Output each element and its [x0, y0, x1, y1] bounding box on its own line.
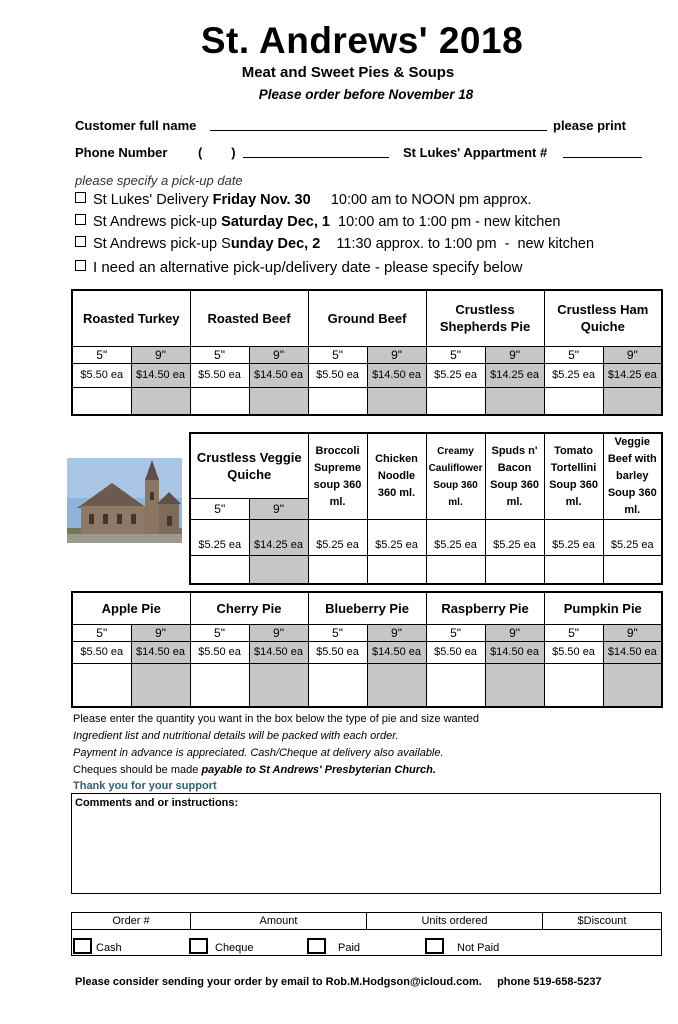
price: $5.50 ea	[544, 641, 603, 663]
quantity-input[interactable]	[544, 556, 603, 584]
price: $5.25 ea	[544, 363, 603, 387]
product-name: Veggie Beef with barley Soup 360 ml.	[603, 433, 662, 520]
quantity-input[interactable]	[485, 556, 544, 584]
page-title: St. Andrews' 2018	[200, 20, 524, 61]
customer-name-field[interactable]	[210, 130, 547, 131]
product-name: Ground Beef	[308, 290, 426, 346]
not-paid-checkbox[interactable]	[425, 938, 444, 954]
paid-label: Paid	[338, 942, 361, 954]
quantity-input[interactable]	[72, 387, 131, 415]
checkbox[interactable]	[75, 260, 86, 271]
price: $14.25 ea	[603, 363, 662, 387]
amount-field[interactable]: Amount	[191, 913, 367, 930]
price: $5.25 ea	[190, 520, 249, 556]
product-name: Cherry Pie	[190, 592, 308, 624]
price: $14.50 ea	[249, 363, 308, 387]
quantity-input[interactable]	[485, 663, 544, 707]
size-9: 9"	[249, 346, 308, 363]
size-9: 9"	[485, 346, 544, 363]
price: $5.50 ea	[190, 363, 249, 387]
quantity-input[interactable]	[603, 663, 662, 707]
quantity-input[interactable]	[249, 387, 308, 415]
office-use-table	[71, 912, 662, 956]
product-name: Crustless Shepherds Pie	[426, 290, 544, 346]
pickup-option-saturday[interactable]: St Andrews pick-up Saturday Dec, 1 10:00 am to 1:00 pm - new kitchen	[75, 214, 560, 230]
quiche-soups-table	[189, 432, 663, 585]
price: $14.50 ea	[131, 363, 190, 387]
payment-status-row	[72, 930, 662, 956]
thank-you-note: Thank you for your support	[73, 780, 217, 792]
price: $14.50 ea	[485, 641, 544, 663]
not-paid-label: Not Paid	[457, 942, 500, 954]
size-9: 9"	[131, 346, 190, 363]
quantity-input[interactable]	[249, 556, 308, 584]
price: $5.50 ea	[72, 363, 131, 387]
size-9: 9"	[131, 624, 190, 641]
size-5: 5"	[308, 624, 367, 641]
apartment-label: St Lukes' Appartment #	[403, 145, 548, 160]
price: $14.25 ea	[249, 520, 308, 556]
product-name: Roasted Turkey	[72, 290, 190, 346]
size-5: 5"	[190, 346, 249, 363]
pickup-option-friday[interactable]: St Lukes' Delivery Friday Nov. 30 10:00 am to NOON pm approx.	[75, 192, 532, 208]
quantity-input[interactable]	[544, 387, 603, 415]
price: $14.50 ea	[367, 641, 426, 663]
order-number-field[interactable]: Order #	[72, 913, 191, 930]
note-cheques: Cheques should be made payable to St Andrews' Presbyterian Church.	[73, 764, 436, 776]
quantity-input[interactable]	[367, 387, 426, 415]
product-name: Apple Pie	[72, 592, 190, 624]
checkbox[interactable]	[75, 192, 86, 203]
price: $14.50 ea	[367, 363, 426, 387]
quantity-input[interactable]	[426, 387, 485, 415]
size-5: 5"	[72, 346, 131, 363]
size-9: 9"	[367, 346, 426, 363]
meat-pies-table	[71, 289, 663, 416]
discount-field[interactable]: $Discount	[543, 913, 662, 930]
church-photo	[67, 458, 182, 543]
price: $5.50 ea	[308, 641, 367, 663]
product-name: Roasted Beef	[190, 290, 308, 346]
pickup-option-alternative[interactable]: I need an alternative pick-up/delivery date - please specify below	[75, 259, 522, 276]
size-5: 5"	[544, 624, 603, 641]
size-9: 9"	[603, 624, 662, 641]
quantity-input[interactable]	[367, 556, 426, 584]
please-print-label: please print	[553, 118, 626, 133]
units-ordered-field[interactable]: Units ordered	[367, 913, 543, 930]
quantity-input[interactable]	[190, 663, 249, 707]
size-9: 9"	[249, 624, 308, 641]
size-5: 5"	[426, 346, 485, 363]
pickup-option-sunday[interactable]: St Andrews pick-up Sunday Dec, 2 11:30 approx. to 1:00 pm - new kitchen	[75, 236, 594, 252]
size-5: 5"	[308, 346, 367, 363]
quantity-input[interactable]	[131, 387, 190, 415]
quantity-input[interactable]	[367, 663, 426, 707]
product-name: Crustless Ham Quiche	[544, 290, 662, 346]
product-name: Chicken Noodle 360 ml.	[367, 433, 426, 520]
phone-label: Phone Number	[75, 145, 168, 160]
price: $5.25 ea	[308, 520, 367, 556]
quantity-input[interactable]	[249, 663, 308, 707]
size-9: 9"	[603, 346, 662, 363]
checkbox[interactable]	[75, 236, 86, 247]
size-5: 5"	[190, 498, 249, 519]
quantity-input[interactable]	[131, 663, 190, 707]
quantity-input[interactable]	[308, 663, 367, 707]
price: $14.25 ea	[485, 363, 544, 387]
product-name: Tomato Tortellini Soup 360 ml.	[544, 433, 603, 520]
price: $5.25 ea	[485, 520, 544, 556]
price: $5.25 ea	[367, 520, 426, 556]
phone-field[interactable]	[243, 157, 389, 158]
size-9: 9"	[485, 624, 544, 641]
size-5: 5"	[190, 624, 249, 641]
product-name: Pumpkin Pie	[544, 592, 662, 624]
product-name: Broccoli Supreme soup 360 ml.	[308, 433, 367, 520]
product-name: Raspberry Pie	[426, 592, 544, 624]
quantity-input[interactable]	[190, 556, 249, 584]
phone-area-code: ( )	[198, 145, 236, 160]
note-ingredients: Ingredient list and nutritional details will be packed with each order.	[73, 730, 399, 742]
price: $5.25 ea	[426, 363, 485, 387]
note-quantity: Please enter the quantity you want in the box below the type of pie and size wanted	[73, 713, 480, 725]
price: $14.50 ea	[131, 641, 190, 663]
comments-box[interactable]	[71, 793, 661, 894]
checkbox[interactable]	[75, 214, 86, 225]
price: $5.50 ea	[308, 363, 367, 387]
size-5: 5"	[426, 624, 485, 641]
quantity-input[interactable]	[426, 663, 485, 707]
price: $5.50 ea	[426, 641, 485, 663]
note-payment: Payment in advance is appreciated. Cash/Cheque at delivery also available.	[73, 747, 444, 759]
cash-checkbox[interactable]	[73, 938, 92, 954]
size-5: 5"	[72, 624, 131, 641]
price: $14.50 ea	[249, 641, 308, 663]
quantity-input[interactable]	[603, 387, 662, 415]
order-deadline: Please order before November 18	[258, 87, 474, 102]
comments-label: Comments and or instructions:	[75, 797, 239, 809]
cheque-label: Cheque	[215, 942, 254, 954]
quantity-input[interactable]	[426, 556, 485, 584]
pickup-prompt: please specify a pick-up date	[75, 173, 243, 188]
price: $5.50 ea	[72, 641, 131, 663]
product-name: Creamy Cauliflower Soup 360 ml.	[426, 433, 485, 520]
size-9: 9"	[249, 498, 308, 519]
page-subtitle: Meat and Sweet Pies & Soups	[241, 64, 455, 81]
apartment-field[interactable]	[563, 157, 642, 158]
price: $5.25 ea	[544, 520, 603, 556]
footer-contact: Please consider sending your order by email to Rob.M.Hodgson@icloud.com. phone 519-658-5237	[75, 976, 602, 988]
cash-label: Cash	[96, 942, 122, 954]
size-9: 9"	[367, 624, 426, 641]
quantity-input[interactable]	[544, 663, 603, 707]
quantity-input[interactable]	[603, 556, 662, 584]
price: $5.25 ea	[603, 520, 662, 556]
customer-name-label: Customer full name	[75, 118, 197, 133]
size-5: 5"	[544, 346, 603, 363]
quantity-input[interactable]	[308, 556, 367, 584]
product-name: Blueberry Pie	[308, 592, 426, 624]
quantity-input[interactable]	[485, 387, 544, 415]
quantity-input[interactable]	[72, 663, 131, 707]
quantity-input[interactable]	[308, 387, 367, 415]
price: $5.25 ea	[426, 520, 485, 556]
paid-checkbox[interactable]	[307, 938, 326, 954]
sweet-pies-table	[71, 591, 663, 708]
quantity-input[interactable]	[190, 387, 249, 415]
price: $14.50 ea	[603, 641, 662, 663]
product-name: Spuds n' Bacon Soup 360 ml.	[485, 433, 544, 520]
cheque-checkbox[interactable]	[189, 938, 208, 954]
price: $5.50 ea	[190, 641, 249, 663]
product-name: Crustless Veggie Quiche	[190, 433, 308, 498]
